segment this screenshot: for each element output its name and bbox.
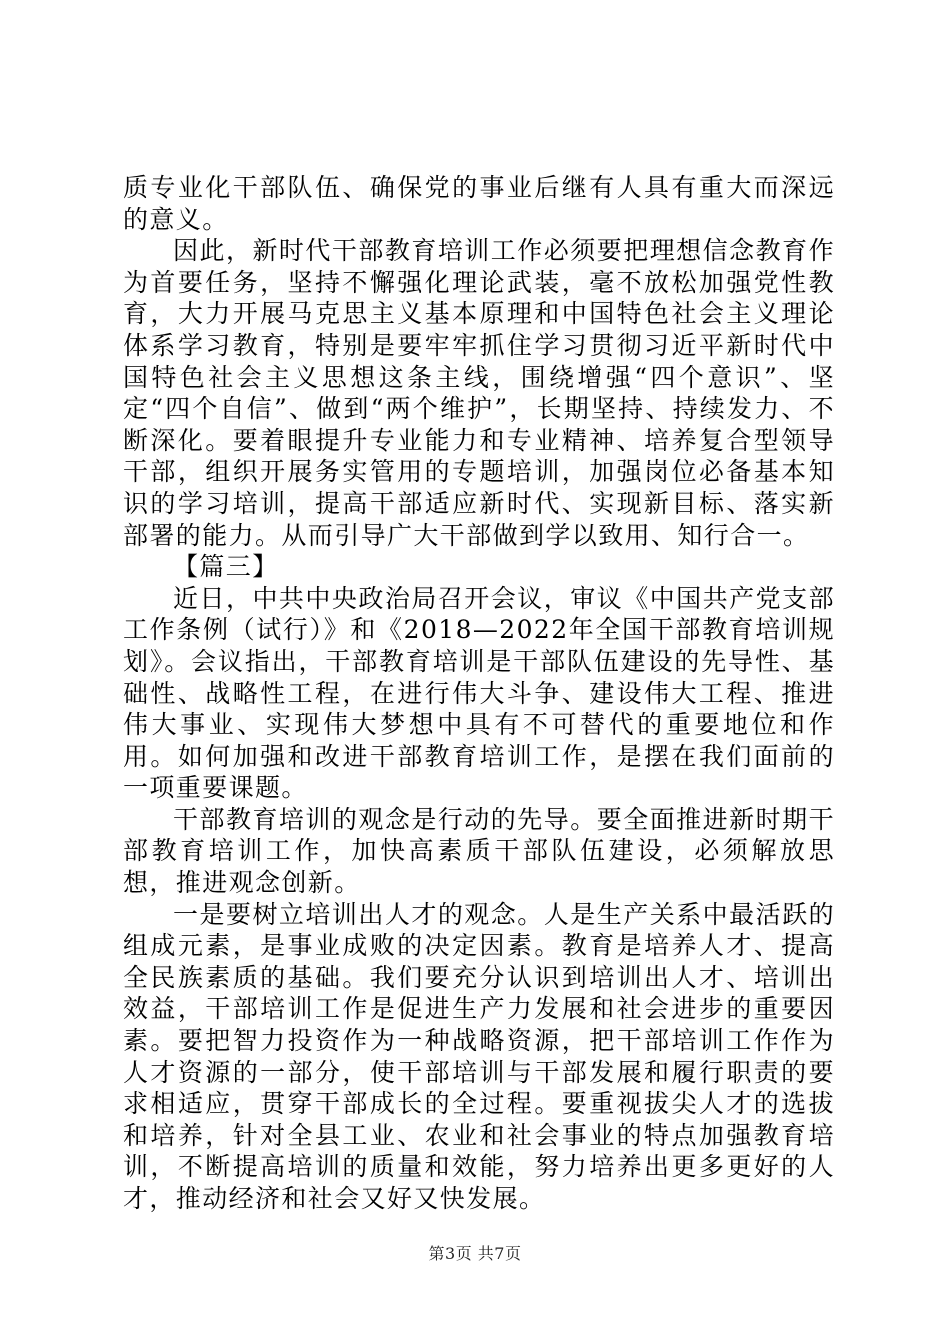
document-body [123, 172, 835, 1215]
paragraph: 因此，新时代干部教育培训工作必须要把理想信念教育作为首要任务，坚持不懈强化理论武装，毫不放松加强党性教育，大力开展马克思主义基本原理和中国特色社会主义理论体系学习教育，特别是要牢牢抓住学习贯彻习近平新时代中国特色社会主义思想这条主线，围绕增强“四个意识”、坚定“四个自信”、做到“两个维护”，长期坚持、持续发力、不断深化。要着眼提升专业能力和专业精神、培养复合型领导干部，组织开展务实管用的专题培训，加强岗位必备基本知识的学习培训，提高干部适应新时代、实现新目标、落实新部署的能力。从而引导广大干部做到学以致用、知行合一。 [123, 236, 835, 550]
paragraph: 干部教育培训的观念是行动的先导。要全面推进新时期干部教育培训工作，加快高素质干部队伍建设，必须解放思想，推进观念创新。 [123, 804, 835, 898]
paragraph-continuation: 质专业化干部队伍、确保党的事业后继有人具有重大而深远的意义。 [123, 173, 835, 234]
section-heading: 【篇三】 [173, 552, 279, 582]
page-footer: 第3页 共7页 [428, 1244, 522, 1263]
paragraph: 近日，中共中央政治局召开会议，审议《中国共产党支部工作条例（试行）》和《2018—2022年全国干部教育培训规划》。会议指出，干部教育培训是干部队伍建设的先导性、基础性、战略性工程，在进行伟大斗争、建设伟大工程、推进伟大事业、实现伟大梦想中具有不可替代的重要地位和作用。如何加强和改进干部教育培训工作，是摆在我们面前的一项重要课题。 [123, 583, 835, 803]
paragraph: 一是要树立培训出人才的观念。人是生产关系中最活跃的组成元素，是事业成败的决定因素。教育是培养人才、提高全民族素质的基础。我们要充分认识到培训出人才、培训出效益，干部培训工作是促进生产力发展和社会进步的重要因素。要把智力投资作为一种战略资源，把干部培训工作作为人才资源的一部分，使干部培训与干部发展和履行职责的要求相适应，贯穿干部成长的全过程。要重视拔尖人才的选拔和培养，针对全县工业、农业和社会事业的特点加强教育培训，不断提高培训的质量和效能，努力培养出更多更好的人才，推动经济和社会又好又快发展。 [123, 899, 835, 1213]
